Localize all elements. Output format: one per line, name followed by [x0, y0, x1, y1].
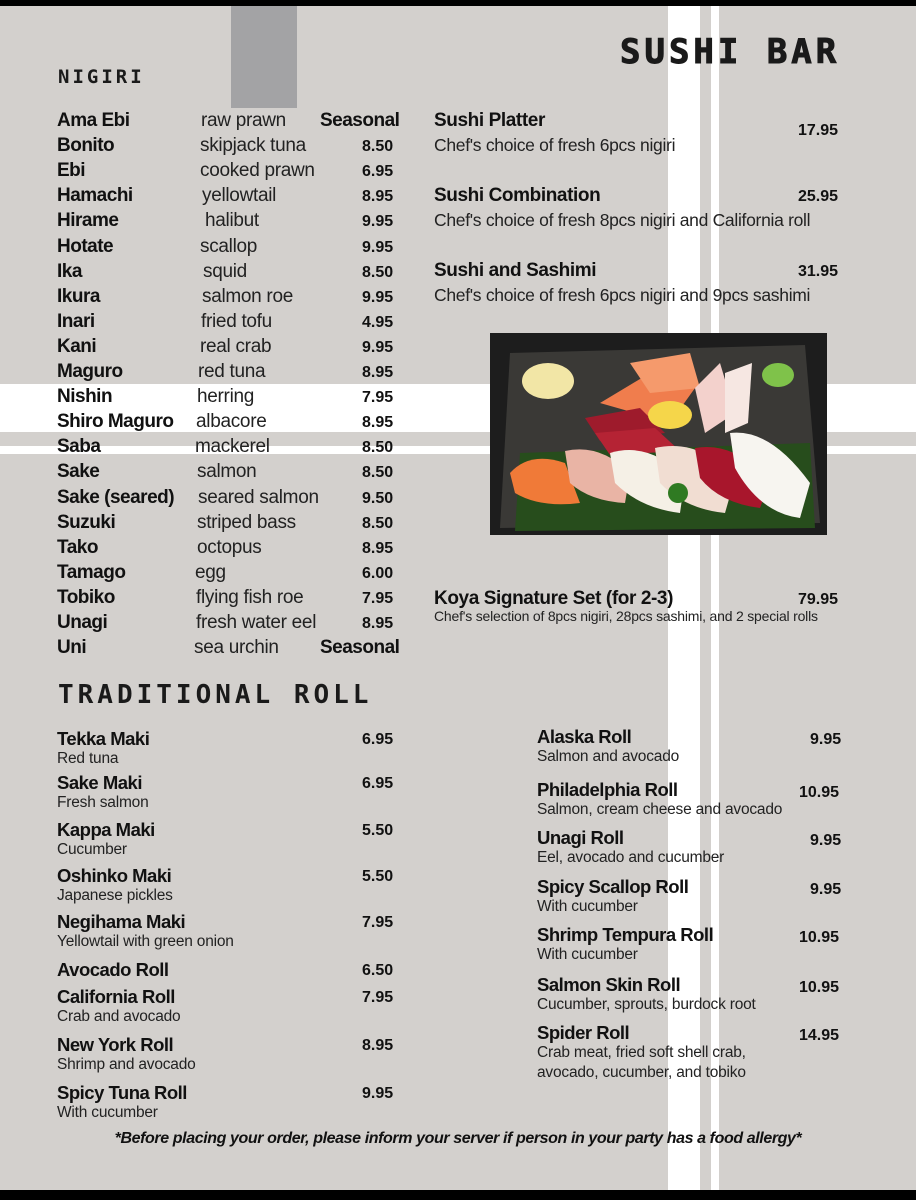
- roll-price: 9.95: [810, 881, 842, 898]
- nigiri-description: flying fish roe: [196, 586, 304, 608]
- nigiri-price: 8.50: [362, 138, 394, 156]
- roll-name: Spicy Tuna Roll: [57, 1082, 187, 1103]
- menu-page: [0, 6, 916, 1190]
- nigiri-name: Sake: [57, 461, 100, 483]
- nigiri-name: Hamachi: [57, 185, 133, 207]
- signature-price: 79.95: [798, 591, 839, 608]
- platter-name: Sushi and Sashimi: [434, 260, 597, 281]
- nigiri-description: albacore: [196, 411, 267, 433]
- nigiri-price: 6.95: [362, 163, 394, 181]
- nigiri-price: 9.95: [362, 213, 394, 231]
- roll-name: Spider Roll: [537, 1022, 630, 1043]
- roll-price: 5.50: [362, 822, 394, 839]
- nigiri-price: 8.95: [362, 364, 394, 381]
- nigiri-description: salmon: [197, 461, 257, 483]
- roll-name: Spicy Scallop Roll: [537, 876, 689, 897]
- platter-description: Chef's choice of fresh 6pcs nigiri and 9pcs sashimi: [434, 285, 811, 305]
- nigiri-price: 9.95: [362, 338, 394, 356]
- roll-price: 10.95: [799, 929, 840, 946]
- nigiri-price: 7.95: [362, 589, 394, 607]
- roll-price: 10.95: [799, 979, 840, 996]
- nigiri-name: Ebi: [57, 160, 86, 182]
- nigiri-price: 8.95: [362, 615, 394, 632]
- nigiri-name: Nishin: [57, 386, 113, 408]
- roll-price: 7.95: [362, 914, 394, 931]
- roll-description: Crab and avocado: [57, 1008, 181, 1025]
- roll-price: 9.95: [362, 1085, 394, 1102]
- roll-price: 5.50: [362, 868, 394, 885]
- roll-price: 8.95: [362, 1037, 394, 1054]
- signature-name: Koya Signature Set (for 2-3): [434, 588, 674, 609]
- nigiri-description: salmon roe: [202, 285, 293, 307]
- nigiri-description: egg: [195, 561, 226, 583]
- gray-accent-bar: [231, 6, 297, 108]
- roll-name: California Roll: [57, 986, 175, 1007]
- roll-description: Japanese pickles: [57, 887, 173, 904]
- nigiri-price: 8.50: [362, 263, 394, 281]
- roll-name: Sake Maki: [57, 772, 142, 793]
- nigiri-price: 7.95: [362, 389, 394, 407]
- roll-name: Unagi Roll: [537, 827, 624, 848]
- nigiri-description: cooked prawn: [200, 160, 315, 182]
- nigiri-name: Tamago: [57, 561, 126, 583]
- roll-description: Salmon and avocado: [537, 748, 680, 765]
- roll-description: Cucumber: [57, 841, 127, 858]
- nigiri-price: 9.95: [362, 288, 394, 306]
- nigiri-price: 8.50: [362, 439, 394, 457]
- roll-price: 6.95: [362, 775, 394, 792]
- roll-name: Shrimp Tempura Roll: [537, 924, 714, 945]
- nigiri-price: 8.95: [362, 414, 394, 432]
- roll-description: Red tuna: [57, 750, 119, 767]
- platter-description: Chef's choice of fresh 6pcs nigiri: [434, 135, 676, 155]
- roll-price: 14.95: [799, 1027, 840, 1044]
- roll-description: Eel, avocado and cucumber: [537, 849, 725, 866]
- nigiri-description: red tuna: [198, 361, 266, 382]
- platter-price: 25.95: [798, 188, 839, 205]
- roll-price: 9.95: [810, 731, 842, 748]
- nigiri-name: Bonito: [57, 135, 115, 157]
- roll-price: 9.95: [810, 832, 842, 849]
- nigiri-description: mackerel: [195, 436, 270, 458]
- roll-description: Yellowtail with green onion: [57, 933, 234, 950]
- platter-name: Sushi Platter: [434, 110, 545, 131]
- roll-name: Avocado Roll: [57, 959, 169, 980]
- nigiri-name: Shiro Maguro: [57, 411, 174, 433]
- allergy-notice: *Before placing your order, please inform your server if person in your party has a food allergy*: [114, 1130, 802, 1147]
- nigiri-description: octopus: [197, 536, 262, 558]
- platter-price: 31.95: [798, 263, 839, 280]
- nigiri-description: squid: [203, 260, 247, 282]
- roll-description-line2: avocado, cucumber, and tobiko: [537, 1064, 746, 1081]
- platter-name: Sushi Combination: [434, 185, 601, 206]
- nigiri-price: 8.95: [362, 539, 394, 557]
- traditional-roll-heading: TRADITIONAL ROLL: [58, 680, 373, 710]
- roll-name: Negihama Maki: [57, 911, 186, 932]
- roll-description: Fresh salmon: [57, 794, 149, 811]
- roll-name: Kappa Maki: [57, 819, 155, 840]
- roll-name: Tekka Maki: [57, 728, 150, 749]
- nigiri-description: seared salmon: [198, 486, 319, 508]
- roll-name: Oshinko Maki: [57, 865, 172, 886]
- roll-price: 7.95: [362, 989, 394, 1006]
- nigiri-price: 8.50: [362, 514, 394, 532]
- roll-name: New York Roll: [57, 1034, 174, 1055]
- nigiri-description: skipjack tuna: [200, 135, 306, 157]
- platter-description: Chef's choice of fresh 8pcs nigiri and California roll: [434, 210, 811, 230]
- roll-name: Alaska Roll: [537, 726, 632, 747]
- nigiri-price: 8.95: [362, 188, 394, 206]
- nigiri-description: real crab: [200, 335, 272, 357]
- nigiri-name: Uni: [57, 637, 87, 659]
- roll-price: 6.50: [362, 962, 394, 979]
- roll-price: 6.95: [362, 731, 394, 748]
- nigiri-name: Tobiko: [57, 586, 115, 608]
- page-title: SUSHI BAR: [620, 32, 841, 72]
- roll-name: Philadelphia Roll: [537, 779, 678, 800]
- roll-name: Salmon Skin Roll: [537, 974, 681, 995]
- nigiri-name: Ikura: [57, 285, 100, 307]
- roll-description: With cucumber: [537, 946, 638, 963]
- nigiri-description: yellowtail: [202, 185, 277, 207]
- nigiri-name: Hotate: [57, 235, 114, 257]
- nigiri-name: Ika: [57, 260, 82, 282]
- roll-description: Cucumber, sprouts, burdock root: [537, 996, 756, 1013]
- roll-description: Crab meat, fried soft shell crab,: [537, 1044, 746, 1061]
- nigiri-name: Suzuki: [57, 511, 116, 533]
- nigiri-price: Seasonal: [320, 637, 400, 659]
- nigiri-name: Kani: [57, 335, 97, 357]
- nigiri-name: Sake (seared): [57, 486, 175, 508]
- roll-price: 10.95: [799, 784, 840, 801]
- nigiri-name: Tako: [57, 536, 98, 558]
- nigiri-description: sea urchin: [194, 637, 279, 659]
- roll-description: Salmon, cream cheese and avocado: [537, 801, 783, 818]
- nigiri-name: Saba: [57, 436, 101, 458]
- nigiri-description: halibut: [205, 210, 259, 232]
- nigiri-description: herring: [197, 386, 255, 408]
- nigiri-name: Unagi: [57, 612, 108, 633]
- nigiri-name: Ama Ebi: [57, 110, 130, 131]
- signature-description: Chef's selection of 8pcs nigiri, 28pcs sashimi, and 2 special rolls: [434, 608, 818, 624]
- nigiri-price: 6.00: [362, 564, 394, 582]
- nigiri-price: Seasonal: [320, 110, 400, 131]
- nigiri-description: raw prawn: [201, 110, 286, 131]
- roll-description: With cucumber: [57, 1104, 158, 1121]
- nigiri-price: 4.95: [362, 313, 394, 331]
- nigiri-description: fresh water eel: [196, 612, 317, 633]
- nigiri-name: Hirame: [57, 210, 119, 232]
- sashimi-photo: [490, 333, 827, 535]
- nigiri-heading: NIGIRI: [58, 66, 145, 88]
- platter-price: 17.95: [798, 122, 839, 139]
- nigiri-description: fried tofu: [201, 310, 272, 332]
- roll-description: Shrimp and avocado: [57, 1056, 196, 1073]
- nigiri-description: scallop: [200, 235, 258, 257]
- nigiri-name: Inari: [57, 310, 95, 332]
- roll-description: With cucumber: [537, 898, 638, 915]
- nigiri-price: 9.95: [362, 238, 394, 256]
- nigiri-name: Maguro: [57, 361, 123, 382]
- nigiri-price: 8.50: [362, 464, 394, 482]
- nigiri-price: 9.50: [362, 489, 394, 507]
- nigiri-description: striped bass: [197, 511, 296, 533]
